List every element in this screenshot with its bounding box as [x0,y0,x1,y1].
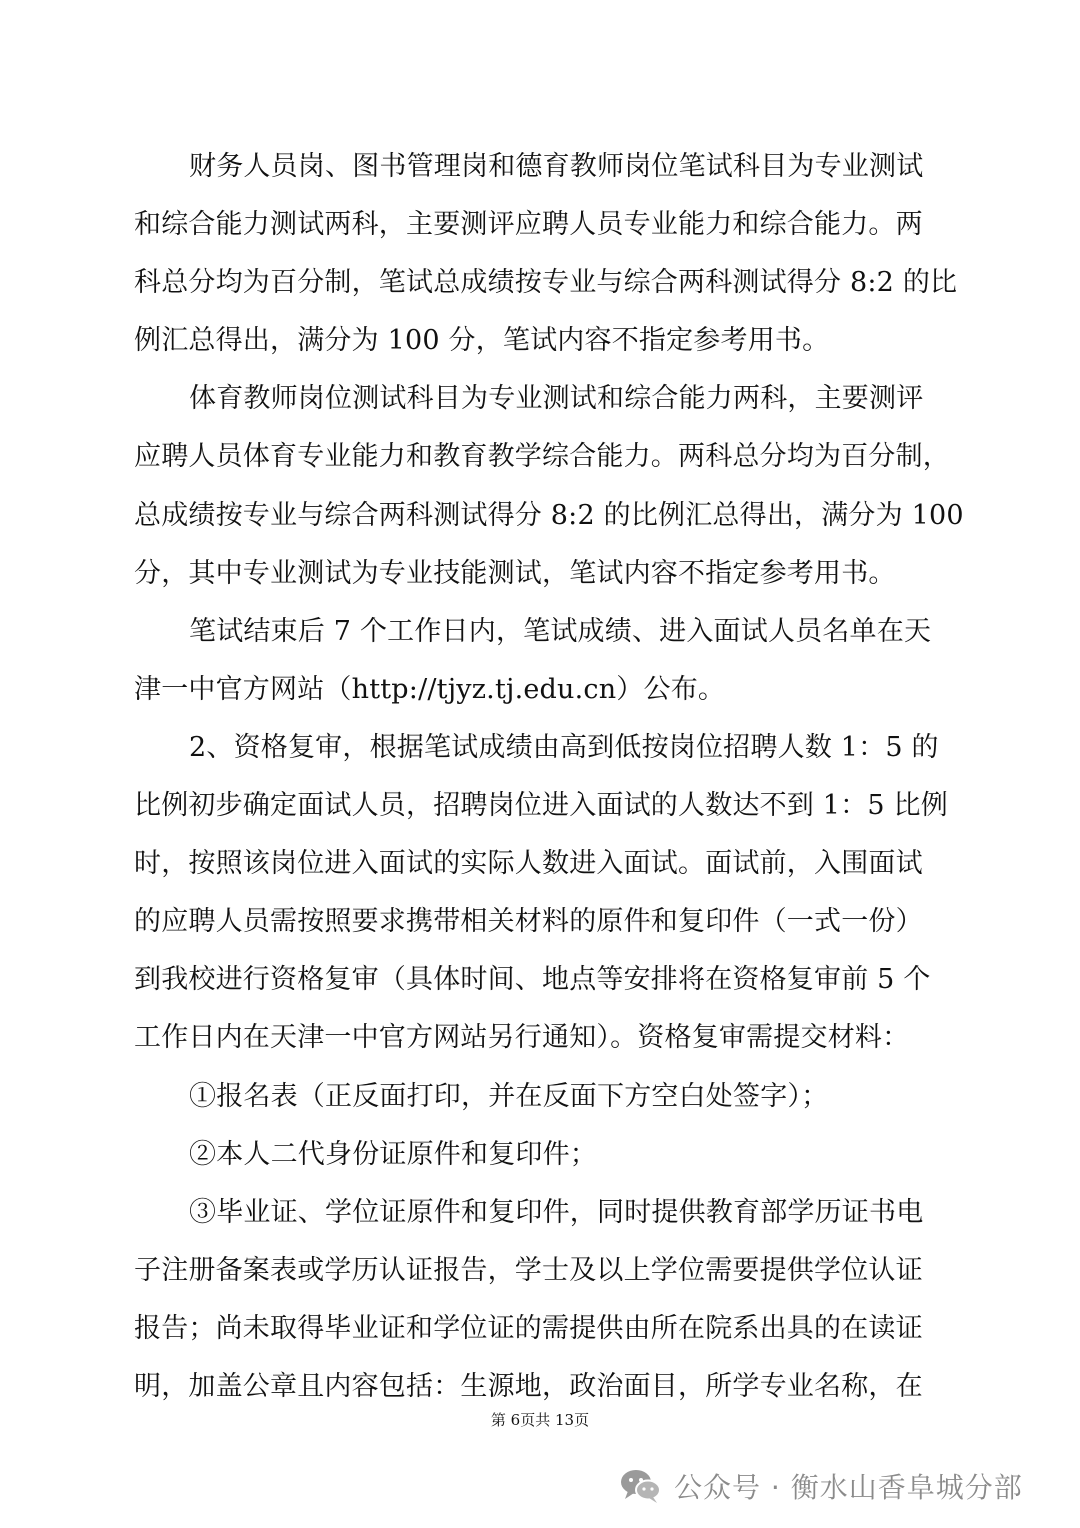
text-line: 例汇总得出，满分为 100 分，笔试内容不指定参考用书。 [134,325,830,357]
text-line: 明，加盖公章且内容包括：生源地，政治面目，所学专业名称，在 [134,1370,923,1402]
text-line: 总成绩按专业与综合两科测试得分 8:2 的比例汇总得出，满分为 100 [134,499,964,531]
wechat-icon [618,1466,664,1506]
text-line: 分，其中专业测试为专业技能测试，笔试内容不指定参考用书。 [134,557,896,589]
page-number: 第 6页共 13页 [490,1411,590,1429]
watermark-text: 公众号 · 衡水山香阜城分部 [674,1471,1023,1504]
text-line: ②本人二代身份证原件和复印件； [189,1138,597,1170]
text-line: 2、资格复审，根据笔试成绩由高到低按岗位招聘人数 1：5 的 [189,731,939,763]
text-line: 到我校进行资格复审（具体时间、地点等安排将在资格复审前 5 个 [134,964,931,996]
text-line: ③毕业证、学位证原件和复印件，同时提供教育部学历证书电 [189,1196,924,1228]
text-line: 子注册备案表或学历认证报告，学士及以上学位需要提供学位认证 [134,1254,923,1286]
text-line: 科总分均为百分制，笔试总成绩按专业与综合两科测试得分 8:2 的比 [134,267,958,299]
text-line: 笔试结束后 7 个工作日内，笔试成绩、进入面试人员名单在天 [189,615,932,647]
text-line: 财务人员岗、图书管理岗和德育教师岗位笔试科目为专业测试 [189,151,924,182]
text-line: 的应聘人员需按照要求携带相关材料的原件和复印件（一式一份） [134,906,923,938]
text-line: 报告；尚未取得毕业证和学位证的需提供由所在院系出具的在读证 [134,1312,923,1344]
text-line: 和综合能力测试两科，主要测评应聘人员专业能力和综合能力。两 [134,209,923,241]
text-line: 津一中官方网站（http://tjyz.tj.edu.cn）公布。 [134,673,726,705]
text-line: 比例初步确定面试人员，招聘岗位进入面试的人数达不到 1：5 比例 [134,790,948,822]
text-line: 体育教师岗位测试科目为专业测试和综合能力两科，主要测评 [189,383,924,415]
text-line: 时，按照该岗位进入面试的实际人数进入面试。面试前，入围面试 [134,848,923,880]
document-body [134,138,964,1416]
text-line: 应聘人员体育专业能力和教育教学综合能力。两科总分均为百分制， [134,441,950,473]
text-line: ①报名表（正反面打印，并在反面下方空白处签字）； [189,1080,829,1112]
text-line: 工作日内在天津一中官方网站另行通知）。资格复审需提交材料： [134,1022,910,1054]
wechat-official-account-watermark [618,1462,1058,1510]
